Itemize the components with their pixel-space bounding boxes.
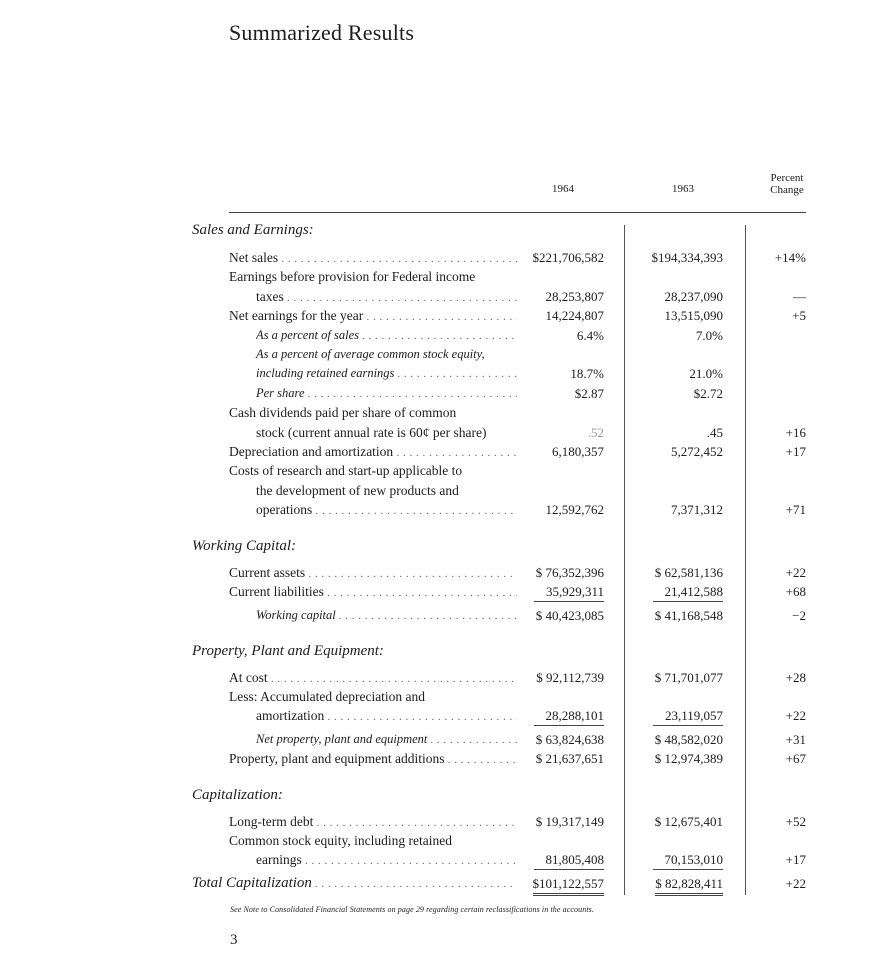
row-label: As a percent of sales . . . xyxy=(256,326,517,346)
page-title: Summarized Results xyxy=(229,20,415,45)
row-ppe-additions xyxy=(0,749,881,768)
row-working-capital xyxy=(0,606,881,625)
value-percent: −2 xyxy=(792,608,806,623)
value-1963: $ 48,582,020 xyxy=(654,732,723,747)
value-1964: 12,592,762 xyxy=(545,502,604,517)
row-label: Common stock equity, including retained xyxy=(229,833,452,848)
row-depreciation xyxy=(0,442,881,461)
value-1963: $ 82,828,411 xyxy=(655,874,723,896)
value-1963: 7,371,312 xyxy=(671,502,723,517)
value-1964: $221,706,582 xyxy=(532,250,604,265)
row-label: Current liabilities . . . xyxy=(229,582,517,603)
value-1963: 28,237,090 xyxy=(664,289,723,304)
value-percent: +22 xyxy=(785,876,806,891)
section-property-plant-equipment: Property, Plant and Equipment: xyxy=(192,643,384,659)
row-label: the development of new products and xyxy=(256,483,459,498)
row-ebt-taxes xyxy=(0,287,881,306)
row-dividends xyxy=(0,423,881,442)
value-1963: 7.0% xyxy=(695,328,723,343)
value-1963: 13,515,090 xyxy=(664,308,723,323)
value-1963: 70,153,010 xyxy=(653,850,724,870)
value-1964: $101,122,557 xyxy=(533,874,605,896)
value-percent: +31 xyxy=(785,732,806,747)
value-1964: 35,929,311 xyxy=(534,582,604,602)
value-1963: $ 41,168,548 xyxy=(654,608,723,623)
row-percent-of-sales xyxy=(0,326,881,345)
value-percent: — xyxy=(793,289,806,304)
section-working-capital: Working Capital: xyxy=(192,538,297,554)
value-1963: 5,272,452 xyxy=(671,444,723,459)
value-1964: $ 63,824,638 xyxy=(535,732,604,747)
column-header-1963: 1963 xyxy=(672,183,694,195)
row-common-equity xyxy=(0,850,881,869)
row-label: Depreciation and amortization . . . xyxy=(229,442,517,463)
value-1964: $ 40,423,085 xyxy=(535,608,604,623)
row-label: taxes . . . xyxy=(256,287,517,308)
value-1963: $ 12,974,389 xyxy=(654,751,723,766)
row-label: Earnings before provision for Federal income xyxy=(229,269,476,284)
row-label: including retained earnings . . . xyxy=(256,364,517,384)
row-label: At cost . . . xyxy=(229,668,517,689)
page-number: 3 xyxy=(230,932,238,948)
value-1964: 28,253,807 xyxy=(545,289,604,304)
value-1964: $ 21,637,651 xyxy=(535,751,604,766)
row-label: amortization . . . xyxy=(256,706,517,727)
row-current-liabilities xyxy=(0,582,881,601)
value-percent: +16 xyxy=(785,425,806,440)
value-1964: $ 76,352,396 xyxy=(535,565,604,580)
row-label: operations . . . xyxy=(256,500,517,521)
value-1963: $2.72 xyxy=(693,386,723,401)
value-percent: +22 xyxy=(785,708,806,723)
row-percent-equity xyxy=(0,364,881,383)
value-percent: +5 xyxy=(792,308,806,323)
row-ebt-line1 xyxy=(0,267,881,286)
row-label: Per share . . . xyxy=(256,384,517,404)
row-total-capitalization xyxy=(0,874,881,893)
section-capitalization: Capitalization: xyxy=(192,787,283,803)
value-1964: 81,805,408 xyxy=(534,850,605,870)
value-1964: 6,180,357 xyxy=(552,444,604,459)
row-dividends-line1 xyxy=(0,403,881,422)
value-percent: +17 xyxy=(785,444,806,459)
row-research-line1 xyxy=(0,461,881,480)
value-1963: 23,119,057 xyxy=(653,706,723,726)
value-1964: .52 xyxy=(587,425,604,440)
value-percent: +68 xyxy=(785,584,806,599)
row-less-amortization xyxy=(0,706,881,725)
value-1964: $ 19,317,149 xyxy=(535,814,604,829)
row-common-equity-line1 xyxy=(0,831,881,850)
row-label: Net earnings for the year . . . xyxy=(229,306,517,327)
value-1964: 18.7% xyxy=(570,366,604,381)
value-1964: $2.87 xyxy=(574,386,604,401)
value-1964: 28,288,101 xyxy=(534,706,605,726)
row-current-assets xyxy=(0,563,881,582)
header-rule xyxy=(229,212,806,213)
value-1963: $ 12,675,401 xyxy=(654,814,723,829)
row-long-term-debt xyxy=(0,812,881,831)
row-label: Current assets . . . xyxy=(229,563,517,584)
value-percent: +28 xyxy=(785,670,806,685)
row-label: stock (current annual rate is 60¢ per share) xyxy=(256,425,487,440)
value-percent: +14% xyxy=(774,250,806,265)
section-sales-earnings: Sales and Earnings: xyxy=(192,222,314,238)
row-net-earnings xyxy=(0,306,881,325)
value-1963: $ 62,581,136 xyxy=(654,565,723,580)
value-percent: +67 xyxy=(785,751,806,766)
row-label: Property, plant and equipment additions . . . xyxy=(229,749,517,770)
value-percent: +71 xyxy=(785,502,806,517)
row-percent-equity-line1 xyxy=(0,345,881,364)
row-research-line2 xyxy=(0,481,881,500)
value-1963: 21.0% xyxy=(689,366,723,381)
value-1963: .45 xyxy=(706,425,723,440)
value-1964: 6.4% xyxy=(576,328,604,343)
footnote: See Note to Consolidated Financial Statements on page 29 regarding certain reclassifications in the accounts. xyxy=(230,905,594,914)
row-at-cost xyxy=(0,668,881,687)
row-net-sales xyxy=(0,248,881,267)
column-header-percent-change: Percent Change xyxy=(770,172,804,196)
value-1963: 21,412,588 xyxy=(653,582,724,602)
column-header-1964: 1964 xyxy=(552,183,574,195)
row-net-property xyxy=(0,730,881,749)
value-percent: +52 xyxy=(785,814,806,829)
row-label: Less: Accumulated depreciation and xyxy=(229,689,426,704)
row-label: Total Capitalization . . . xyxy=(192,874,517,894)
row-label: Cash dividends paid per share of common xyxy=(229,405,457,420)
row-research-operations xyxy=(0,500,881,519)
value-1964: 14,224,807 xyxy=(545,308,604,323)
value-1964: $ 92,112,739 xyxy=(536,670,604,685)
row-label: Net sales . . . xyxy=(229,248,517,269)
row-label: Long-term debt . . . xyxy=(229,812,517,833)
value-percent: +22 xyxy=(785,565,806,580)
value-1963: $194,334,393 xyxy=(651,250,723,265)
row-less-depreciation-line1 xyxy=(0,687,881,706)
row-label: Working capital . . . xyxy=(256,606,517,626)
value-1963: $ 71,701,077 xyxy=(654,670,723,685)
row-label: Costs of research and start-up applicable to xyxy=(229,463,463,478)
value-percent: +17 xyxy=(785,852,806,867)
row-per-share xyxy=(0,384,881,403)
row-label: As a percent of average common stock equity, xyxy=(256,347,485,361)
row-label: earnings . . . xyxy=(256,850,517,871)
row-label: Net property, plant and equipment . . . xyxy=(256,730,517,750)
